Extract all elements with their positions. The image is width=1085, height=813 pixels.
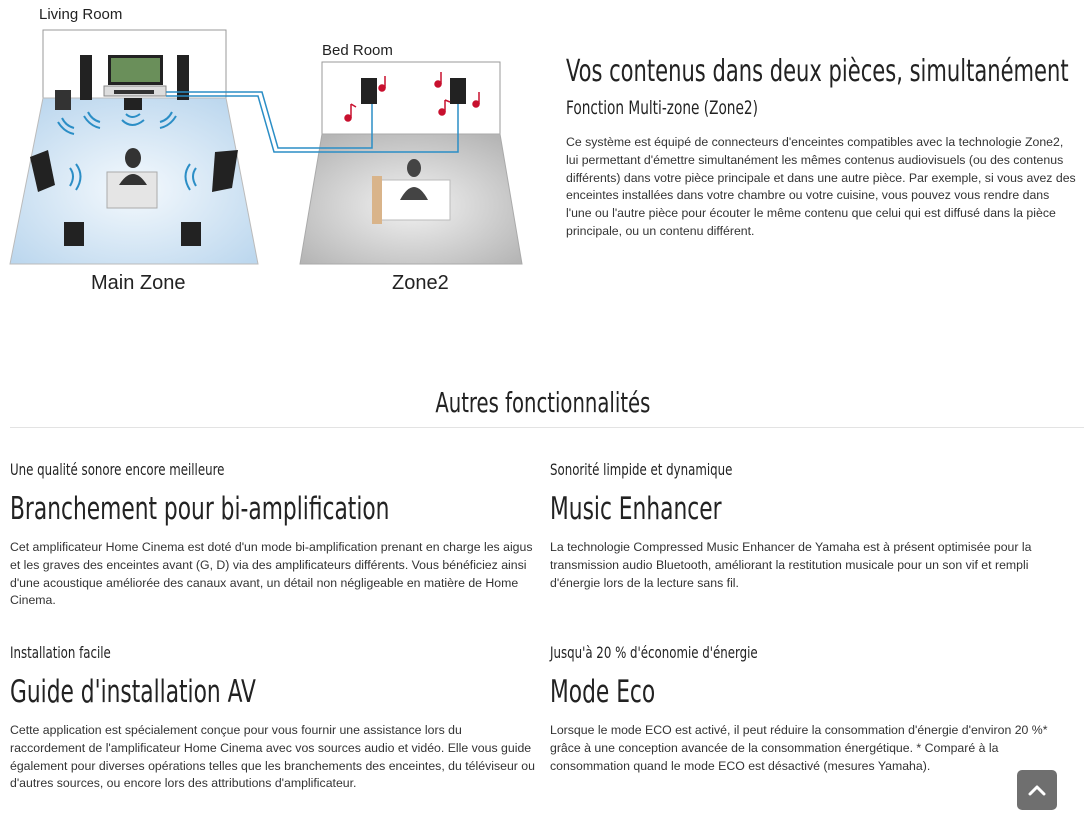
bed-room-label: Bed Room [322, 42, 393, 59]
feature-kicker-text: Sonorité limpide et dynamique [550, 460, 733, 479]
living-room-label: Living Room [39, 6, 123, 23]
feature-bi-amp [10, 460, 540, 610]
feature-title-text: Branchement pour bi-amplification [10, 491, 390, 527]
chevron-up-icon [1028, 784, 1046, 796]
speaker-icon [450, 78, 466, 104]
speaker-icon [177, 55, 189, 100]
multizone-title [566, 54, 1085, 89]
feature-kicker-text: Jusqu'à 20 % d'économie d'énergie [550, 643, 758, 662]
feature-music-enhancer [550, 460, 1080, 592]
feature-title [10, 491, 540, 531]
multizone-illustration [0, 0, 540, 305]
feature-description: Cette application est spécialement conçue pour vous fournir une assistance lors du raccordement de l'amplificateur Home Cinema avec vos sources audio et vidéo. Elle vous guide également pour diverses opérations telles que les branchements des enceintes, du téléviseur ou d'autres sources, ou encore lors des attributions d'amplificateur. [10, 723, 535, 791]
multizone-diagram [0, 0, 540, 305]
feature-kicker [10, 460, 540, 482]
multizone-description: Ce système est équipé de connecteurs d'enceintes compatibles avec la technologie Zone2, lui permettant d'émettre simultanément les mêmes contenus audiovisuels (ou des contenus différents) dans votre pièce principale et dans une autre pièce. Par exemple, si vous avez des enceintes installées dans votre chambre ou votre cuisine, vous pouvez vous rendre dans l'une ou l'autre pièce pour écouter le même contenu que celui qui est diffusé dans la pièce principale, ou un contenu différent. [566, 135, 1076, 238]
speaker-icon [361, 78, 377, 104]
section-title-text: Autres fonctionnalités [434, 386, 651, 419]
feature-title-text: Guide d'installation AV [10, 674, 256, 710]
multizone-subtitle [566, 97, 806, 119]
living-room [10, 30, 258, 264]
feature-description: Lorsque le mode ECO est activé, il peut réduire la consommation d'énergie d'environ 20 %* grâce à une conception avancée de la consommation énergétique. * Comparé à la consommation quand le mode ECO est désactivé (mesures Yamaha). [550, 723, 1048, 773]
speaker-icon [80, 55, 92, 100]
feature-title [550, 674, 1080, 714]
feature-title [550, 491, 1080, 531]
feature-title [10, 674, 540, 714]
feature-description: Cet amplificateur Home Cinema est doté d'un mode bi-amplification prenant en charge les aigus et les graves des enceintes avant (G, D) via des amplificateurs différents. Vous bénéficiez ainsi d'une acoustique améliorée des canaux avant, un détail non négligeable en matière de Home Cinema. [10, 540, 533, 608]
feature-kicker-text: Une qualité sonore encore meilleure [10, 460, 225, 479]
multizone-title-text: Vos contenus dans deux pièces, simultanément [566, 54, 1069, 89]
feature-kicker-text: Installation facile [10, 643, 111, 662]
section-divider [10, 427, 1084, 428]
feature-kicker [550, 643, 1080, 665]
feature-av-setup-guide [10, 643, 540, 793]
feature-eco-mode [550, 643, 1080, 775]
zone2-label: Zone2 [392, 272, 449, 294]
feature-kicker [550, 460, 1080, 482]
scroll-to-top-button[interactable] [1017, 770, 1057, 810]
main-zone-label: Main Zone [91, 272, 186, 294]
section-title [0, 386, 1085, 419]
bed-room [300, 62, 522, 264]
feature-kicker [10, 643, 540, 665]
feature-description: La technologie Compressed Music Enhancer de Yamaha est à présent optimisée pour la transmission audio Bluetooth, améliorant la restitution musicale pour un son vif et rempli d'énergie lors de la lecture sans fil. [550, 540, 1032, 590]
multizone-subtitle-text: Fonction Multi-zone (Zone2) [566, 97, 758, 119]
feature-title-text: Mode Eco [550, 674, 656, 710]
feature-title-text: Music Enhancer [550, 491, 722, 527]
